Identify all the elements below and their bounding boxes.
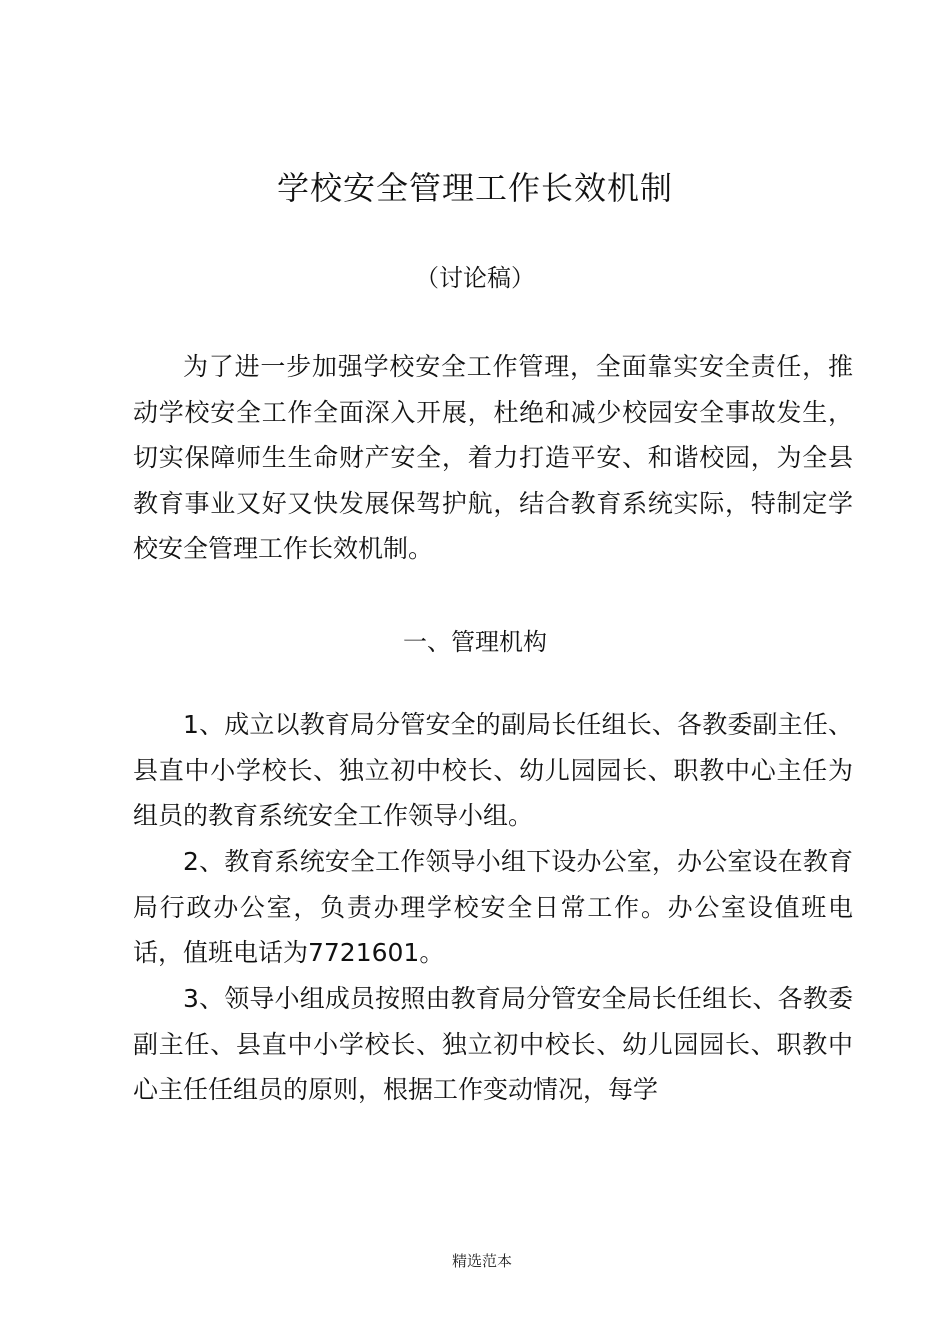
section-heading: 一、管理机构	[403, 628, 547, 656]
intro-paragraph: 为了进一步加强学校安全工作管理，全面靠实安全责任，推动学校安全工作全面深入开展，杜绝和减少校园安全事故发生，切实保障师生生命财产安全，着力打造平安、和谐校园，为全县教育事业又好又快发展保驾护航，结合教育系统实际，特制定学校安全管理工作长效机制。	[133, 352, 853, 563]
section-item-1: 1、成立以教育局分管安全的副局长任组长、各教委副主任、县直中小学校长、独立初中校长、幼儿园园长、职教中心主任为组员的教育系统安全工作领导小组。	[133, 710, 853, 830]
footer-label: 精选范本	[452, 1252, 513, 1270]
section-item-2: 2、教育系统安全工作领导小组下设办公室，办公室设在教育局行政办公室，负责办理学校安全日常工作。办公室设值班电话，值班电话为7721601。	[133, 847, 853, 967]
document-title: 学校安全管理工作长效机制	[276, 169, 673, 207]
section-item-3: 3、领导小组成员按照由教育局分管安全局长任组长、各教委副主任、县直中小学校长、独立初中校长、幼儿园园长、职教中心主任任组员的原则，根据工作变动情况，每学	[133, 984, 853, 1104]
document-subtitle: （讨论稿）	[415, 264, 535, 292]
